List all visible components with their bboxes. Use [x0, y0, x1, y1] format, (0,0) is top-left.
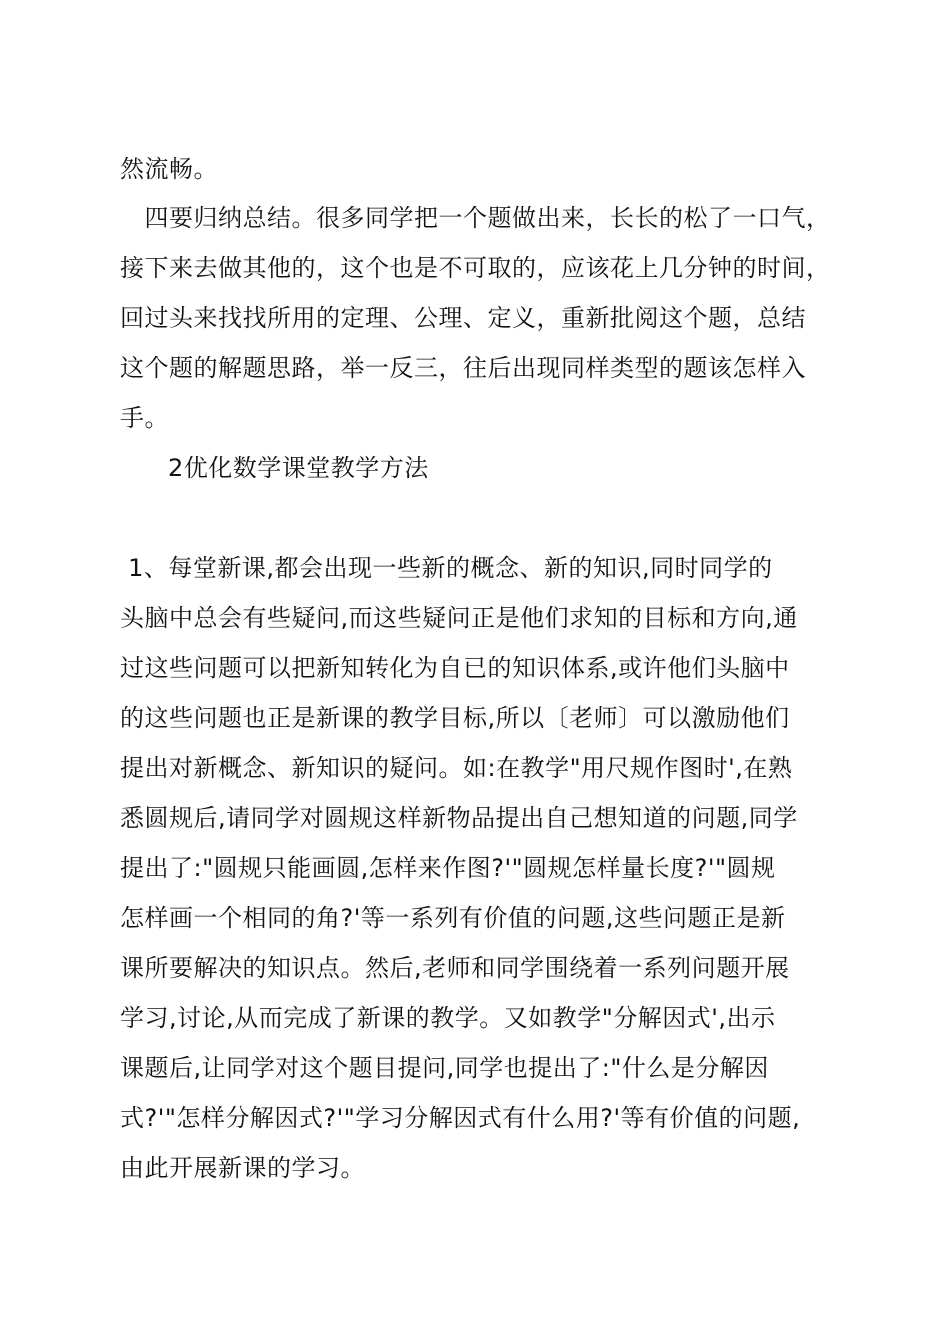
- paragraph-3-line-9: 课所要解决的知识点。然后,老师和同学围绕着一系列问题开展: [120, 954, 790, 982]
- paragraph-3-line-7: 提出了:"圆规只能画圆,怎样来作图?'"圆规怎样量长度?'"圆规: [120, 854, 776, 882]
- paragraph-2-line-5: 手。: [120, 404, 169, 432]
- paragraph-3-line-5: 提出对新概念、新知识的疑问。如:在教学"用尺规作图时',在熟: [120, 754, 793, 782]
- paragraph-2-line-1: 四要归纳总结。很多同学把一个题做出来，长长的松了一口气，: [120, 204, 831, 232]
- paragraph-3-line-1: 1、每堂新课,都会出现一些新的概念、新的知识,同时同学的: [120, 554, 773, 582]
- paragraph-3-line-12: 式?'"怎样分解因式?'"学习分解因式有什么用?'等有价值的问题,: [120, 1104, 801, 1132]
- paragraph-3-line-8: 怎样画一个相同的角?'等一系列有价值的问题,这些问题正是新: [120, 904, 786, 932]
- paragraph-3-line-2: 头脑中总会有些疑问,而这些疑问正是他们求知的目标和方向,通: [120, 604, 798, 632]
- paragraph-3-line-3: 过这些问题可以把新知转化为自已的知识体系,或许他们头脑中: [120, 654, 790, 682]
- paragraph-3-line-13: 由此开展新课的学习。: [120, 1154, 365, 1182]
- paragraph-2-line-2: 接下来去做其他的，这个也是不可取的，应该花上几分钟的时间，: [120, 254, 831, 282]
- paragraph-3-line-11: 课题后,让同学对这个题目提问,同学也提出了:"什么是分解因: [120, 1054, 769, 1082]
- paragraph-3-line-6: 悉圆规后,请同学对圆规这样新物品提出自己想知道的问题,同学: [120, 804, 798, 832]
- paragraph-3-line-10: 学习,讨论,从而完成了新课的教学。又如教学"分解因式',出示: [120, 1004, 776, 1032]
- paragraph-2-line-4: 这个题的解题思路，举一反三，往后出现同样类型的题该怎样入: [120, 354, 806, 382]
- paragraph-1-line-1: 然流畅。: [120, 155, 218, 183]
- section-heading: 2优化数学课堂教学方法: [168, 454, 429, 482]
- paragraph-3-line-4: 的这些问题也正是新课的教学目标,所以〔老师〕可以激励他们: [120, 704, 790, 732]
- paragraph-2-line-3: 回过头来找找所用的定理、公理、定义，重新批阅这个题，总结: [120, 304, 806, 332]
